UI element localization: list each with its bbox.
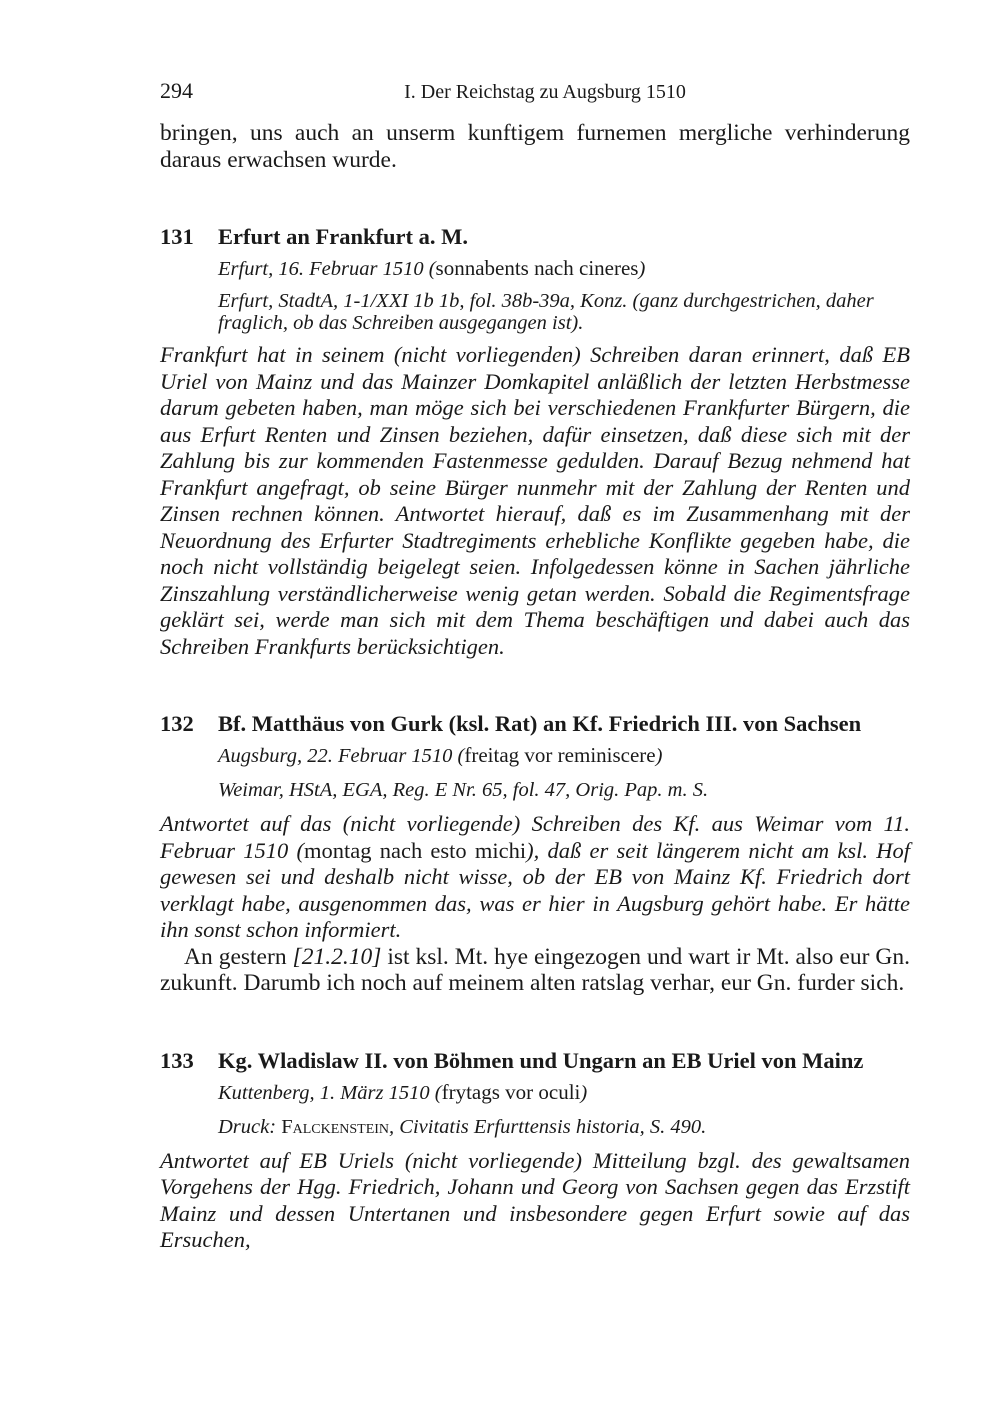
text-editorial-date: [21.2.10] — [292, 943, 382, 970]
date-place: Augsburg, 22. Februar 1510 ( — [218, 745, 465, 767]
document-date — [218, 257, 910, 280]
document-heading — [160, 223, 910, 251]
date-place: Kuttenberg, 1. März 1510 ( — [218, 1081, 442, 1104]
source-rest: , Civitatis Erfurttensis historia, S. 490. — [389, 1115, 707, 1138]
document-title: Kg. Wladislaw II. von Böhmen und Ungarn an EB Uriel von Mainz — [218, 1047, 864, 1073]
document-heading — [160, 710, 910, 738]
document-heading — [160, 1047, 910, 1075]
document-text — [160, 944, 910, 997]
document-regest — [160, 811, 910, 944]
date-original: sonnabents nach cineres — [435, 256, 639, 280]
source-label: Druck: — [218, 1115, 282, 1138]
document-title: Erfurt an Frankfurt a. M. — [218, 224, 468, 249]
document-source — [218, 1116, 910, 1138]
regest-part-2: ), daß er seit längerem nicht am ksl. Hof gewesen sei und deshalb nicht wisse, ob der EB von Mainz Kf. Friedrich dort verklagt habe, ausgenommen das, was er hier in Augsburg gehört habe. Er hätte ihn sonst schon informiert. — [160, 837, 910, 942]
document-source: Weimar, HStA, EGA, Reg. E Nr. 65, fol. 47, Orig. Pap. m. S. — [218, 779, 709, 801]
text-part-1: An gestern — [184, 943, 293, 970]
document-133 — [160, 1047, 910, 1254]
document-regest: Antwortet auf EB Uriels (nicht vorliegende) Mitteilung bzgl. des gewaltsamen Vorgehens der Hgg. Friedrich, Johann und Georg von Sachsen gegen das Erzstift Mainz und dessen Untertanen und insbesondere gegen Erfurt sowie auf das Ersuchen, — [160, 1147, 910, 1252]
document-number: 132 — [160, 711, 194, 736]
document-132 — [160, 710, 910, 997]
page — [160, 78, 910, 1254]
date-close: ) — [655, 745, 663, 767]
document-131 — [160, 223, 910, 660]
document-date — [218, 744, 910, 767]
document-regest: Frankfurt hat in seinem (nicht vorliegenden) Schreiben daran erinnert, daß EB Uriel von Mainz und das Mainzer Domkapitel anläßlich der letzten Herbstmesse darum gebeten haben, man möge sich bei verschiedenen Frankfurter Bürgern, die aus Erfurt Renten und Zinsen beziehen, dafür einsetzen, daß diese sich mit der Zahlung bis zur kommenden Fastenmesse gedulden. Darauf Bezug nehmend hat Frankfurt angefragt, ob seine Bürger nunmehr mit der Zahlung der Renten und Zinsen rechnen können. Antwortet hierauf, daß es im Zusammenhang mit der Neuordnung des Erfurter Stadtregiments erhebliche Konflikte gegeben habe, die noch nicht vollständig beigelegt seien. Infolgedessen könne in Sachen jährliche Zinszahlung verständlicherweise wenig getan werden. Sobald die Regimentsfrage geklärt sei, werde man sich mit dem Thema beschäftigen und dabei auch das Schreiben Frankfurts berücksichtigen. — [160, 342, 910, 659]
source-author: Falckenstein — [281, 1115, 390, 1138]
document-date — [218, 1081, 910, 1104]
date-original: freitag vor reminiscere — [464, 743, 656, 767]
document-number: 131 — [160, 224, 194, 249]
date-close: ) — [638, 258, 646, 280]
regest-part-1: Antwortet auf das (nicht vorliegende) Schreiben des Kf. aus Weimar vom 11. Februar 1510 ( — [160, 811, 910, 863]
page-number: 294 — [160, 78, 193, 103]
intro-text: bringen, uns auch an unserm kunftigem furnemen mergliche verhinderung daraus erwachsen wurde. — [160, 120, 910, 173]
document-number: 133 — [160, 1047, 194, 1073]
date-original: frytags vor oculi — [441, 1079, 581, 1104]
document-title: Bf. Matthäus von Gurk (ksl. Rat) an Kf. Friedrich III. von Sachsen — [218, 711, 862, 736]
page-header — [160, 78, 910, 108]
text-part-2: ist ksl. Mt. hye eingezogen und wart ir Mt. also eur Gn. zukunft. Darumb ich noch auf meinem alten ratslag verhar, eur Gn. furder sich. — [160, 943, 910, 996]
date-close: ) — [580, 1081, 588, 1104]
date-place: Erfurt, 16. Februar 1510 ( — [218, 258, 436, 280]
regest-date-original: montag nach esto michi — [303, 837, 527, 863]
document-source: Erfurt, StadtA, 1-1/XXI 1b 1b, fol. 38b-39a, Konz. (ganz durchgestrichen, daher fraglich, ob das Schreiben ausgegangen ist). — [218, 290, 874, 334]
running-title: I. Der Reichstag zu Augsburg 1510 — [404, 81, 686, 103]
